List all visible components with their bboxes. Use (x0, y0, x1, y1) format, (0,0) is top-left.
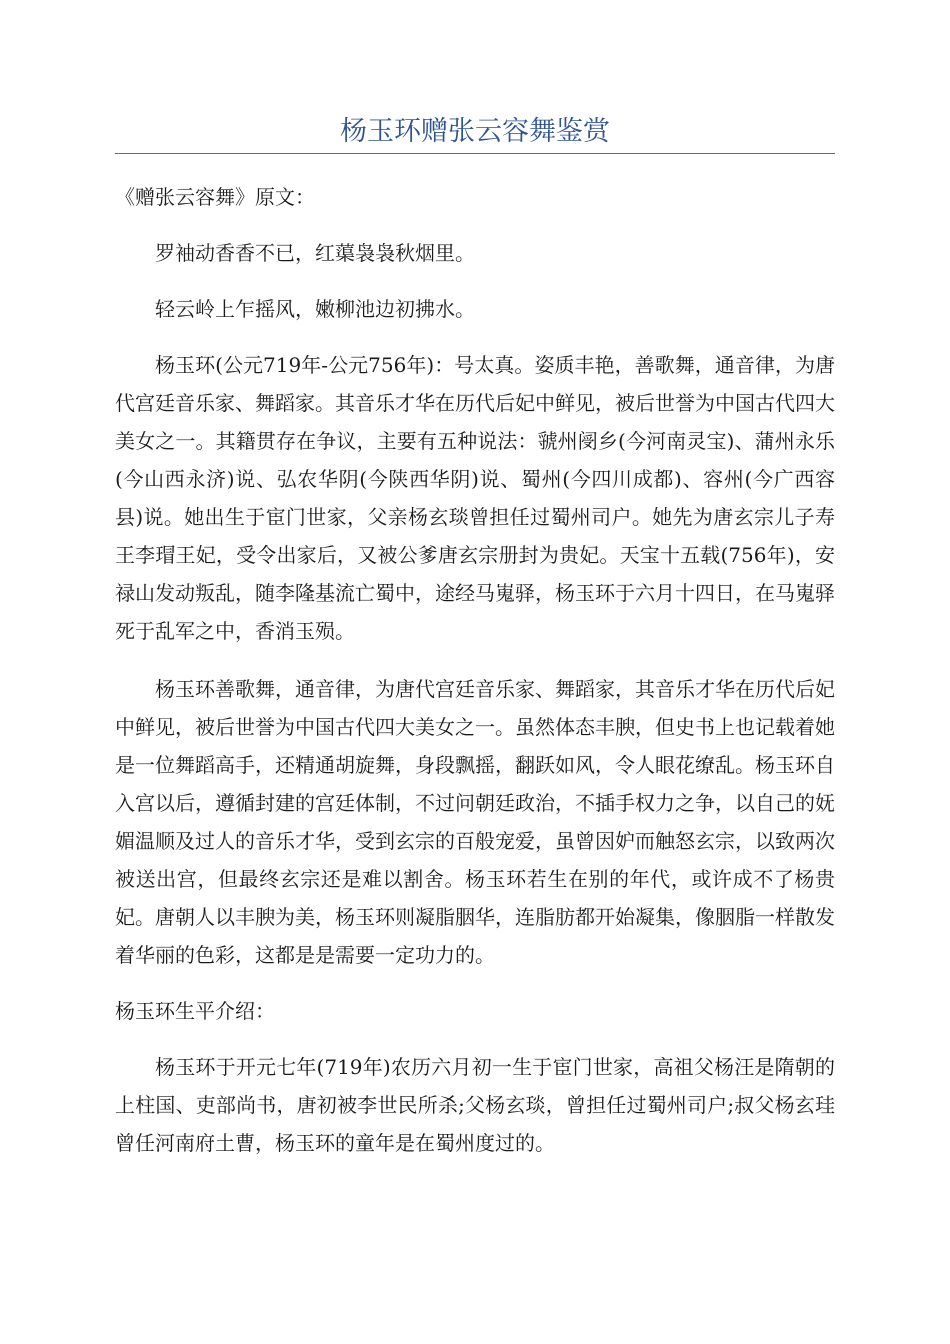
document-body (115, 178, 835, 1162)
spacer (115, 974, 835, 992)
poem-heading: 《赠张云容舞》原文： (115, 185, 315, 209)
intro-paragraph: 杨玉环(公元719年-公元756年)：号太真。姿质丰艳，善歌舞，通音律，为唐代宫廷音乐家、舞蹈家。其音乐才华在历代后妃中鲜见，被后世誉为中国古代四大美女之一。其籍贯存在争议，主要有五种说法：虢州阌乡(今河南灵宝)、蒲州永乐(今山西永济)说、弘农华阴(今陕西华阴)说、蜀州(今四川成都)、容州(今广西容县)说。她出生于宦门世家，父亲杨玄琰曾担任过蜀州司户。她先为唐玄宗儿子寿王李瑁王妃，受令出家后，又被公爹唐玄宗册封为贵妃。天宝十五载(756年)，安禄山发动叛乱，随李隆基流亡蜀中，途经马嵬驿，杨玉环于六月十四日，在马嵬驿死于乱军之中，香消玉殒。 (115, 353, 835, 643)
bio-paragraph: 杨玉环于开元七年(719年)农历六月初一生于宦门世家，高祖父杨汪是隋朝的上柱国、吏部尚书，唐初被李世民所杀;父杨玄琰，曾担任过蜀州司户;叔父杨玄珪曾任河南府土曹，杨玉环的童年是在蜀州度过的。 (115, 1055, 835, 1155)
spacer (115, 1030, 835, 1048)
spacer (115, 272, 835, 290)
poem-line-1: 罗袖动香香不已，红蕖袅袅秋烟里。 (155, 241, 475, 265)
spacer (115, 216, 835, 234)
spacer (115, 328, 835, 346)
spacer (115, 650, 835, 670)
dance-paragraph: 杨玉环善歌舞，通音律，为唐代宫廷音乐家、舞蹈家，其音乐才华在历代后妃中鲜见，被后世誉为中国古代四大美女之一。虽然体态丰腴，但史书上也记载着她是一位舞蹈高手，还精通胡旋舞，身段飘摇，翻跃如风，令人眼花缭乱。杨玉环自入宫以后，遵循封建的宫廷体制，不过问朝廷政治，不插手权力之争，以自己的妩媚温顺及过人的音乐才华，受到玄宗的百般宠爱，虽曾因妒而触怒玄宗，以致两次被送出宫，但最终玄宗还是难以割舍。杨玉环若生在别的年代，或许成不了杨贵妃。唐朝人以丰腴为美，杨玉环则凝脂胭华，连脂肪都开始凝集，像胭脂一样散发着华丽的色彩，这都是是需要一定功力的。 (115, 677, 835, 967)
bio-heading: 杨玉环生平介绍： (115, 999, 275, 1023)
title-underline (115, 153, 835, 154)
poem-line-2: 轻云岭上乍摇风，嫩柳池边初拂水。 (155, 297, 475, 321)
page-title: 杨玉环赠张云容舞鉴赏 (340, 116, 610, 147)
